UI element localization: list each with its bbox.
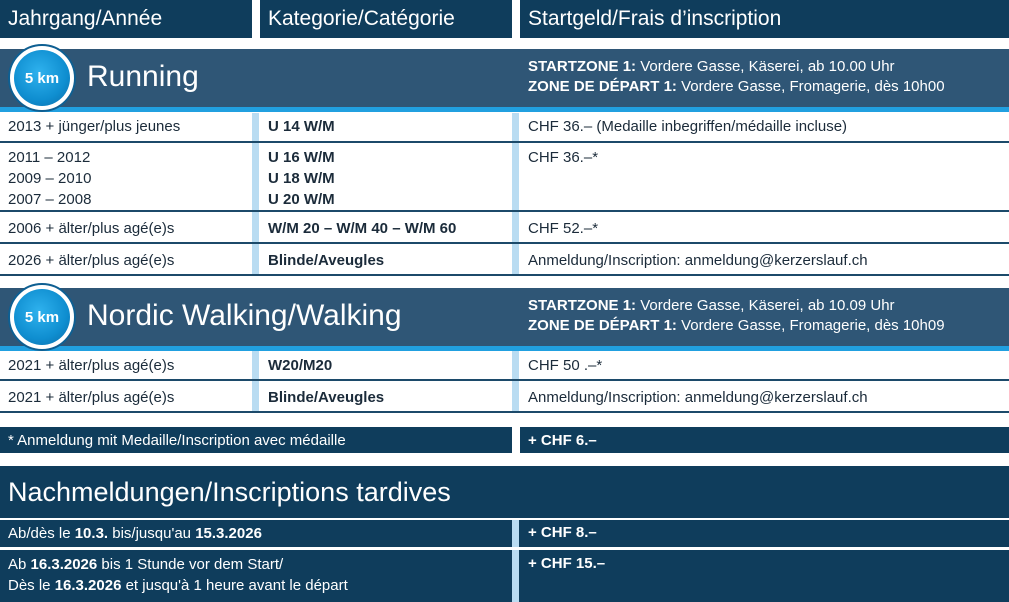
late-row-1-period bbox=[8, 523, 262, 544]
text: bis 1 Stunde vor dem Start/ bbox=[97, 556, 284, 573]
row-divider bbox=[0, 547, 1009, 549]
walking-title: Nordic Walking/Walking bbox=[87, 299, 402, 332]
start-zone-de-text: Vordere Gasse, Käserei, ab 10.00 Uhr bbox=[636, 58, 895, 75]
row-divider bbox=[0, 379, 1009, 381]
walking-row-1-fee: CHF 50 .–* bbox=[528, 357, 603, 374]
running-row-2-fee: CHF 36.–* bbox=[528, 149, 599, 166]
category-line: U 20 W/M bbox=[268, 191, 335, 208]
row-divider bbox=[0, 210, 1009, 212]
running-row-4-category: Blinde/Aveugles bbox=[268, 252, 385, 269]
running-title: Running bbox=[87, 60, 199, 93]
year-line: 2011 – 2012 bbox=[8, 149, 91, 166]
row-divider bbox=[0, 411, 1009, 413]
date: 16.3.2026 bbox=[30, 556, 98, 573]
separator bbox=[512, 520, 519, 547]
separator bbox=[252, 212, 259, 242]
running-row-2-category bbox=[260, 147, 335, 210]
header-col-category: Kategorie/Catégorie bbox=[260, 0, 512, 38]
walking-row-2-fee: Anmeldung/Inscription: anmeldung@kerzerslauf.ch bbox=[528, 389, 868, 406]
running-row-3-year: 2006 + älter/plus agé(e)s bbox=[8, 220, 175, 237]
separator bbox=[252, 143, 259, 210]
running-accent-line bbox=[0, 107, 1009, 112]
separator bbox=[512, 143, 519, 210]
separator bbox=[512, 381, 519, 411]
separator bbox=[252, 381, 259, 411]
running-row-1-category: U 14 W/M bbox=[268, 118, 335, 135]
late-row-1 bbox=[0, 520, 1009, 547]
running-row-3-fee: CHF 52.–* bbox=[528, 220, 599, 237]
row-divider bbox=[0, 274, 1009, 276]
running-row-1-fee: CHF 36.– (Medaille inbegriffen/médaille incluse) bbox=[528, 118, 848, 135]
walking-start-info bbox=[528, 296, 945, 336]
text: Dès le bbox=[8, 577, 55, 594]
text: Ab bbox=[8, 556, 31, 573]
start-zone-de-label: STARTZONE 1: bbox=[528, 58, 637, 75]
start-zone-fr-text: Vordere Gasse, Fromagerie, dès 10h00 bbox=[676, 78, 945, 95]
late-row-1-fee: + CHF 8.– bbox=[528, 524, 597, 541]
walking-row-2-year: 2021 + älter/plus agé(e)s bbox=[8, 389, 175, 406]
walking-row-1-year: 2021 + älter/plus agé(e)s bbox=[8, 357, 175, 374]
running-start-info bbox=[528, 57, 945, 97]
walking-band bbox=[0, 288, 1009, 346]
date: 10.3. bbox=[74, 525, 109, 542]
late-row-2-fee: + CHF 15.– bbox=[528, 555, 606, 572]
running-band bbox=[0, 49, 1009, 107]
distance-badge bbox=[8, 44, 76, 112]
running-row-4-year: 2026 + älter/plus agé(e)s bbox=[8, 252, 175, 269]
text: et jusqu'à 1 heure avant le départ bbox=[121, 577, 348, 594]
running-row-1-year: 2013 + jünger/plus jeunes bbox=[8, 118, 181, 135]
header-col-year: Jahrgang/Année bbox=[0, 0, 252, 38]
year-line: 2007 – 2008 bbox=[8, 191, 92, 208]
separator bbox=[512, 351, 519, 379]
separator bbox=[512, 212, 519, 242]
start-zone-fr-label: ZONE DE DÉPART 1: bbox=[528, 317, 677, 334]
year-line: 2009 – 2010 bbox=[8, 170, 92, 187]
date: 15.3.2026 bbox=[195, 525, 262, 542]
distance-badge bbox=[8, 283, 76, 351]
walking-row-1-category: W20/M20 bbox=[268, 357, 333, 374]
medal-note: * Anmeldung mit Medaille/Inscription avec médaille bbox=[0, 427, 512, 453]
date: 16.3.2026 bbox=[54, 577, 122, 594]
row-divider bbox=[0, 242, 1009, 244]
start-zone-fr-text: Vordere Gasse, Fromagerie, dès 10h09 bbox=[676, 317, 945, 334]
separator bbox=[512, 550, 519, 602]
separator bbox=[252, 244, 259, 274]
late-row-2-period bbox=[8, 554, 348, 596]
separator bbox=[252, 113, 259, 141]
start-zone-de-label: STARTZONE 1: bbox=[528, 297, 637, 314]
text: Ab/dès le bbox=[8, 525, 75, 542]
separator bbox=[252, 351, 259, 379]
running-row-3-category: W/M 20 – W/M 40 – W/M 60 bbox=[268, 220, 457, 237]
running-row-2-year bbox=[0, 147, 91, 210]
distance-badge-label: 5 km bbox=[14, 289, 70, 345]
row-divider bbox=[0, 141, 1009, 143]
category-line: U 18 W/M bbox=[268, 170, 335, 187]
header-col-fee: Startgeld/Frais d’inscription bbox=[520, 0, 1009, 38]
category-line: U 16 W/M bbox=[268, 149, 335, 166]
start-zone-de-text: Vordere Gasse, Käserei, ab 10.09 Uhr bbox=[636, 297, 895, 314]
late-registration-title: Nachmeldungen/Inscriptions tardives bbox=[0, 466, 1009, 518]
medal-note-fee: + CHF 6.– bbox=[520, 427, 1009, 453]
late-row-2 bbox=[0, 550, 1009, 602]
separator bbox=[512, 113, 519, 141]
separator bbox=[512, 244, 519, 274]
distance-badge-label: 5 km bbox=[14, 50, 70, 106]
text: bis/jusqu'au bbox=[108, 525, 196, 542]
running-row-4-fee: Anmeldung/Inscription: anmeldung@kerzerslauf.ch bbox=[528, 252, 868, 269]
walking-accent-line bbox=[0, 346, 1009, 351]
start-zone-fr-label: ZONE DE DÉPART 1: bbox=[528, 78, 677, 95]
walking-row-2-category: Blinde/Aveugles bbox=[268, 389, 385, 406]
